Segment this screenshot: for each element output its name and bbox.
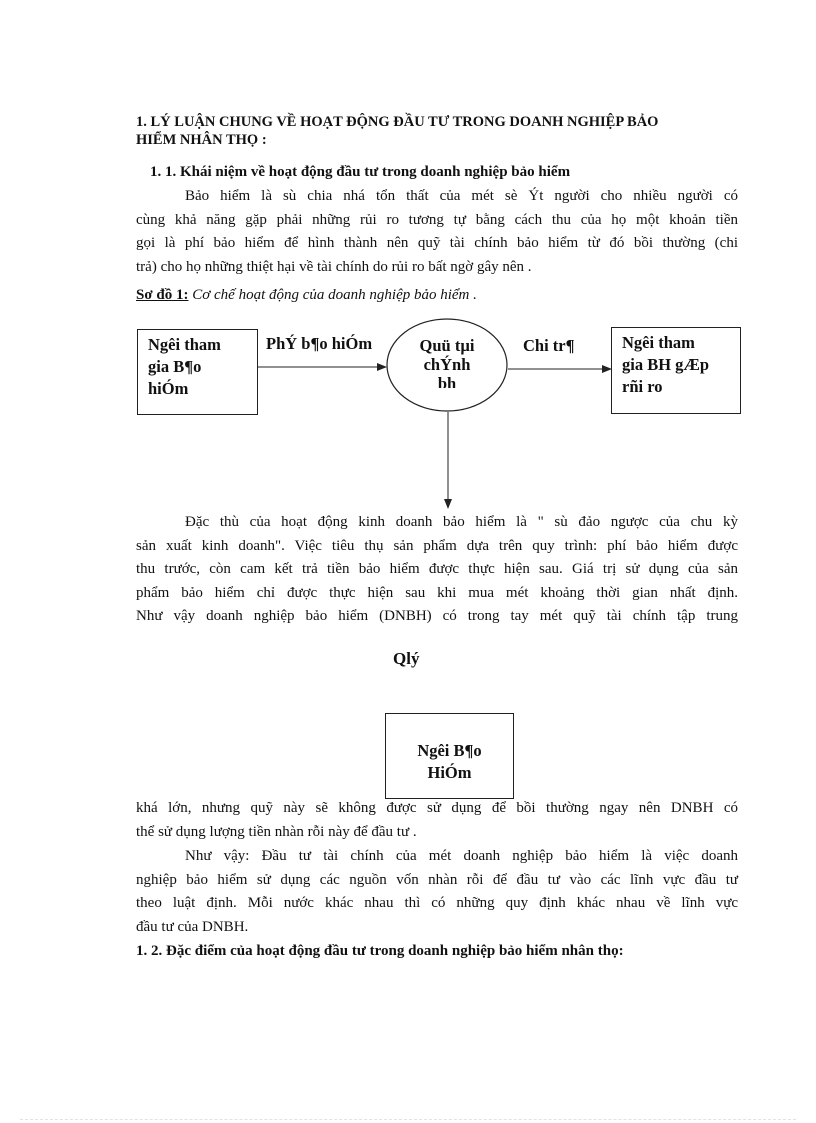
payout-label: Chi tr¶ [523,336,575,355]
claimant-box-line: Ngêi tham [622,333,695,352]
page-bottom-divider [20,1119,796,1120]
diagram-caption-text: Cơ chế hoạt động của doanh nghiệp bảo hiểm . [192,287,477,303]
main-heading-line-1: 1. LÝ LUẬN CHUNG VỀ HOẠT ĐỘNG ĐẦU TƯ TRONG DOANH NGHIỆP BẢO [136,114,659,130]
participant-box-line: gia B¶o [148,357,202,376]
section-1-2-title: 1. 2. Đặc điểm của hoạt động đầu tư trong doanh nghiệp bảo hiểm nhân thọ: [136,943,624,959]
paragraph-2-line: thu trước, còn cam kết trả tiền bảo hiểm được thực hiện sau. Giá trị sử dụng của sản [136,561,738,577]
insurer-box-line: HiÓm [427,763,472,782]
paragraph-1-line: Bảo hiểm là sù chia nhá tổn thất của mét sè Ýt người cho nhiều người có [185,188,738,204]
paragraph-3-line: thể sử dụng lượng tiền nhàn rỗi này để đầu tư . [136,823,417,840]
paragraph-2 [136,511,738,629]
paragraph-2-line: Như vậy doanh nghiệp bảo hiểm (DNBH) có trong tay mét quỹ tài chính tập trung [136,608,738,624]
claimant-box-line: gia BH gÆp [622,355,710,374]
paragraph-3-line: khá lớn, nhưng quỹ này sẽ không được sử dụng để bồi thường ngay nên DNBH có [136,800,738,816]
paragraph-1-line: cùng khả năng gặp phải những rủi ro tương tự bằng cách thu của họ một khoản tiền [136,211,738,228]
premium-label: PhÝ b¶o hiÓm [266,334,373,353]
paragraph-2-line: sản xuất kinh doanh". Việc tiêu thụ sản phẩm dựa trên quy trình: phí bảo hiểm được [136,537,738,554]
paragraph-4-line: Như vậy: Đầu tư tài chính của mét doanh nghiệp bảo hiểm là việc doanh [185,848,738,864]
claimant-box [611,327,741,414]
participant-box-line: Ngêi tham [148,335,221,354]
management-label: Qlý [393,649,420,668]
fund-ellipse-line: bh [437,374,457,388]
participant-box [137,329,258,415]
paragraph-1-line: gọi là phí bảo hiểm để hình thành nên quỹ tài chính bảo hiểm từ đó bồi thường (chi [136,235,738,251]
fund-ellipse-line: chÝnh [423,355,471,374]
participant-box-line: hiÓm [148,379,189,398]
section-1-1-title: 1. 1. Khái niệm về hoạt động đầu tư trong doanh nghiệp bảo hiểm [150,164,571,180]
insurer-box [385,713,514,799]
paragraph-2-line: phẩm bảo hiểm chỉ được thực hiện sau khi mua mét khoảng thời gian nhất định. [136,584,738,601]
paragraph-3 [136,797,738,844]
main-heading-line-2: HIỂM NHÂN THỌ : [136,132,267,148]
paragraph-1-line: trả) cho họ những thiệt hại về tài chính do rủi ro bất ngờ gây nên . [136,258,532,275]
paragraph-4 [136,845,738,939]
paragraph-2-line: Đặc thù của hoạt động kinh doanh bảo hiểm là " sù đảo ngược của chu kỳ [185,514,738,530]
paragraph-4-line: đầu tư của DNBH. [136,918,249,935]
paragraph-4-line: theo luật định. Mỗi nước khác nhau thì có những quy định khác nhau về lĩnh vực [136,895,738,911]
claimant-box-line: rñi ro [622,377,663,396]
diagram-caption-label: Sơ đồ 1: [136,287,189,303]
fund-ellipse-text [392,336,502,388]
fund-ellipse-line: Quü tµi [419,336,475,355]
paragraph-4-line: nghiệp bảo hiểm sử dụng các nguồn vốn nhàn rỗi để đầu tư vào các lĩnh vực đầu tư [136,871,738,888]
insurer-box-line: Ngêi B¶o [417,741,482,760]
